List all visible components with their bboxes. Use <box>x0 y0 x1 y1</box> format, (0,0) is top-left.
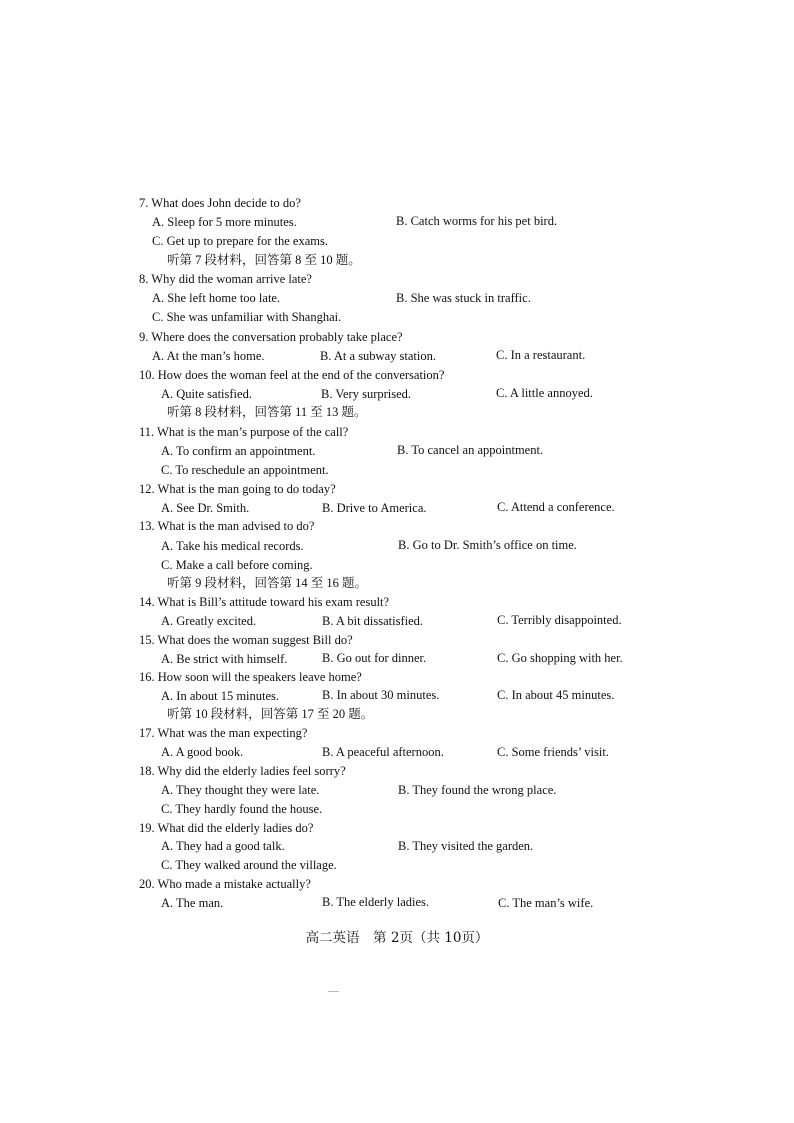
question-11-option-a: A. To confirm an appointment. <box>161 444 316 458</box>
question-7-stem: 7. What does John decide to do? <box>139 196 301 210</box>
scan-mark <box>328 991 339 992</box>
question-8-option-a: A. She left home too late. <box>152 291 281 305</box>
question-12-option-c: C. Attend a conference. <box>497 500 615 514</box>
question-14-stem: 14. What is Bill’s attitude toward his exam result? <box>139 595 390 609</box>
question-13-option-b: B. Go to Dr. Smith’s office on time. <box>398 538 577 552</box>
question-20-option-c: C. The man’s wife. <box>498 896 594 910</box>
question-11-stem: 11. What is the man’s purpose of the call? <box>139 425 349 439</box>
question-10-option-b: B. Very surprised. <box>321 387 412 401</box>
question-15-option-b: B. Go out for dinner. <box>322 651 427 665</box>
section-10-instruction: 听第 10 段材料，回答第 17 至 20 题。 <box>167 707 374 721</box>
question-8-stem: 8. Why did the woman arrive late? <box>139 272 312 286</box>
question-10-option-a: A. Quite satisfied. <box>161 387 252 401</box>
question-17-stem: 17. What was the man expecting? <box>139 726 308 740</box>
question-9-option-a: A. At the man’s home. <box>152 349 265 363</box>
question-20-option-a: A. The man. <box>161 896 224 910</box>
question-14-option-c: C. Terribly disappointed. <box>497 613 622 627</box>
question-7-option-c: C. Get up to prepare for the exams. <box>152 234 328 248</box>
question-16-stem: 16. How soon will the speakers leave home? <box>139 670 362 684</box>
section-9-instruction: 听第 9 段材料，回答第 14 至 16 题。 <box>167 576 368 590</box>
question-20-stem: 20. Who made a mistake actually? <box>139 877 311 891</box>
question-19-option-a: A. They had a good talk. <box>161 839 285 853</box>
question-10-option-c: C. A little annoyed. <box>496 386 593 400</box>
question-17-option-a: A. A good book. <box>161 745 244 759</box>
question-7-option-b: B. Catch worms for his pet bird. <box>396 214 558 228</box>
question-13-option-a: A. Take his medical records. <box>161 539 304 553</box>
question-16-option-a: A. In about 15 minutes. <box>161 689 280 703</box>
question-9-option-b: B. At a subway station. <box>320 349 436 363</box>
question-19-stem: 19. What did the elderly ladies do? <box>139 821 314 835</box>
question-11-option-b: B. To cancel an appointment. <box>397 443 544 457</box>
question-17-option-c: C. Some friends’ visit. <box>497 745 609 759</box>
question-19-option-c: C. They walked around the village. <box>161 858 337 872</box>
question-13-stem: 13. What is the man advised to do? <box>139 519 315 533</box>
section-7-instruction: 听第 7 段材料，回答第 8 至 10 题。 <box>167 253 361 267</box>
question-14-option-b: B. A bit dissatisfied. <box>322 614 424 628</box>
question-18-option-c: C. They hardly found the house. <box>161 802 323 816</box>
section-8-instruction: 听第 8 段材料，回答第 11 至 13 题。 <box>167 405 367 419</box>
question-15-stem: 15. What does the woman suggest Bill do? <box>139 633 353 647</box>
question-15-option-c: C. Go shopping with her. <box>497 651 623 665</box>
question-15-option-a: A. Be strict with himself. <box>161 652 288 666</box>
question-13-option-c: C. Make a call before coming. <box>161 558 313 572</box>
question-12-stem: 12. What is the man going to do today? <box>139 482 336 496</box>
question-14-option-a: A. Greatly excited. <box>161 614 257 628</box>
question-9-stem: 9. Where does the conversation probably take place? <box>139 330 403 344</box>
question-12-option-a: A. See Dr. Smith. <box>161 501 250 515</box>
question-10-stem: 10. How does the woman feel at the end of the conversation? <box>139 368 445 382</box>
question-20-option-b: B. The elderly ladies. <box>322 895 430 909</box>
question-9-option-c: C. In a restaurant. <box>496 348 586 362</box>
question-18-stem: 18. Why did the elderly ladies feel sorry? <box>139 764 346 778</box>
question-11-option-c: C. To reschedule an appointment. <box>161 463 329 477</box>
question-8-option-c: C. She was unfamiliar with Shanghai. <box>152 310 342 324</box>
question-16-option-c: C. In about 45 minutes. <box>497 688 615 702</box>
question-19-option-b: B. They visited the garden. <box>398 839 534 853</box>
question-12-option-b: B. Drive to America. <box>322 501 427 515</box>
question-7-option-a: A. Sleep for 5 more minutes. <box>152 215 297 229</box>
question-17-option-b: B. A peaceful afternoon. <box>322 745 444 759</box>
page-footer: 高二英语 第 2页（共 10页） <box>305 930 489 946</box>
question-18-option-a: A. They thought they were late. <box>161 783 320 797</box>
question-18-option-b: B. They found the wrong place. <box>398 783 557 797</box>
question-16-option-b: B. In about 30 minutes. <box>322 688 440 702</box>
question-8-option-b: B. She was stuck in traffic. <box>396 291 531 305</box>
